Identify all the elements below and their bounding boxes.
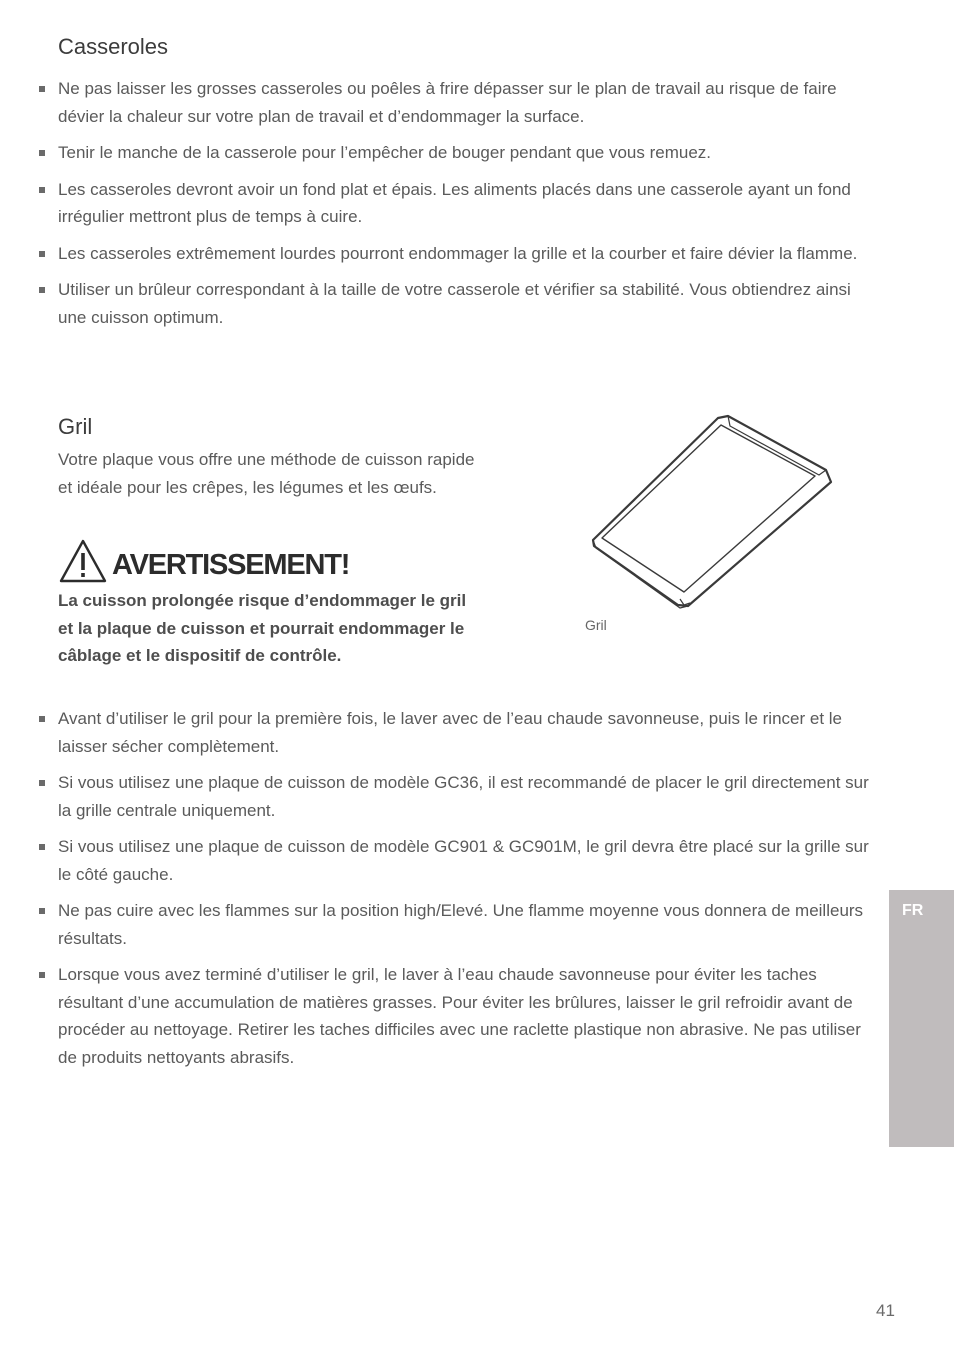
image-caption: Gril xyxy=(585,617,607,633)
list-item-text: Si vous utilisez une plaque de cuisson de modèle GC36, il est recommandé de placer le gril directement sur la grille centrale uniquement. xyxy=(58,773,869,820)
warning-text: La cuisson prolongée risque d’endommager le gril et la plaque de cuisson et pourrait endommager le câblage et le dispositif de contrôle. xyxy=(58,591,467,665)
list-item-text: Si vous utilisez une plaque de cuisson de modèle GC901 & GC901M, le gril devra être placé sur la grille sur le côté gauche. xyxy=(58,837,869,884)
list-item xyxy=(0,833,880,888)
square-bullet-icon xyxy=(39,716,45,722)
language-tab xyxy=(889,890,954,1147)
list-item xyxy=(0,276,880,331)
list-item-text: Avant d’utiliser le gril pour la première fois, le laver avec de l’eau chaude savonneuse, puis le rincer et le laisser sécher complètement. xyxy=(58,709,843,756)
gril-intro: Votre plaque vous offre une méthode de cuisson rapide et idéale pour les crêpes, les légumes et les œufs. xyxy=(58,450,475,497)
list-item-text: Ne pas laisser les grosses casseroles ou poêles à frire dépasser sur le plan de travail au risque de faire dévier la chaleur sur votre plan de travail et d’endommager la surface. xyxy=(58,79,837,126)
list-item xyxy=(0,176,880,231)
page-number: 41 xyxy=(876,1301,895,1320)
warning-triangle-icon xyxy=(58,538,108,584)
square-bullet-icon xyxy=(39,86,45,92)
list-item-text: Utiliser un brûleur correspondant à la taille de votre casserole et vérifier sa stabilité. Vous obtiendrez ainsi une cuisson optimum. xyxy=(58,280,851,327)
list-item xyxy=(0,240,880,268)
list-item-text: Tenir le manche de la casserole pour l’empêcher de bouger pendant que vous remuez. xyxy=(58,143,712,162)
list-item xyxy=(0,897,880,952)
square-bullet-icon xyxy=(39,972,45,978)
casseroles-heading: Casseroles xyxy=(58,34,169,59)
gril-list xyxy=(0,705,880,1080)
list-item xyxy=(0,705,880,760)
griddle-image xyxy=(580,410,840,610)
list-item xyxy=(0,961,880,1071)
square-bullet-icon xyxy=(39,150,45,156)
square-bullet-icon xyxy=(39,287,45,293)
square-bullet-icon xyxy=(39,187,45,193)
warning-title: AVERTISSEMENT! xyxy=(112,549,350,581)
list-item xyxy=(0,769,880,824)
list-item-text: Les casseroles devront avoir un fond plat et épais. Les aliments placés dans une casserole ayant un fond irrégulier mettront plus de temps à cuire. xyxy=(58,179,851,226)
list-item-text: Lorsque vous avez terminé d’utiliser le gril, le laver à l’eau chaude savonneuse pour éviter les taches résultant d’une accumulation de matières grasses. Pour éviter les brûlures, laisser le gril refroidir avant de procéder au nettoyage. Retirer les taches difficiles avec une raclette plastique non abrasive. Ne pas utiliser de produits nettoyants abrasifs. xyxy=(58,965,861,1067)
square-bullet-icon xyxy=(39,251,45,257)
square-bullet-icon xyxy=(39,780,45,786)
casseroles-list xyxy=(0,75,880,340)
gril-heading: Gril xyxy=(58,414,93,439)
list-item-text: Ne pas cuire avec les flammes sur la position high/Elevé. Une flamme moyenne vous donnera de meilleurs résultats. xyxy=(58,901,864,948)
list-item xyxy=(0,75,880,130)
warning-header xyxy=(58,538,350,588)
square-bullet-icon xyxy=(39,908,45,914)
square-bullet-icon xyxy=(39,844,45,850)
language-label: FR xyxy=(902,902,924,919)
list-item-text: Les casseroles extrêmement lourdes pourront endommager la grille et la courber et faire dévier la flamme. xyxy=(58,243,858,263)
list-item xyxy=(0,139,880,167)
